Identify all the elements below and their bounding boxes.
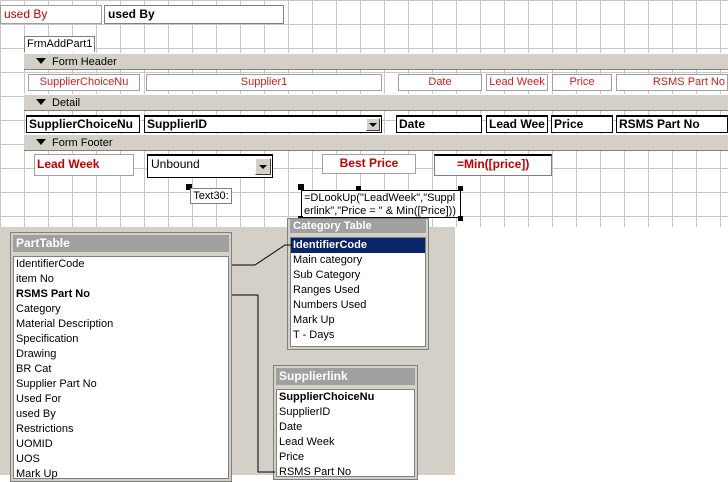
- join-line-category: [232, 245, 292, 265]
- used-by-label[interactable]: used By: [0, 5, 102, 24]
- list-item[interactable]: Category: [16, 303, 61, 315]
- list-item[interactable]: IdentifierCode: [16, 258, 85, 270]
- field-supplierchoicenu[interactable]: SupplierChoiceNu: [26, 115, 140, 133]
- list-item[interactable]: RSMS Part No: [279, 466, 352, 478]
- best-price-label[interactable]: Best Price: [322, 154, 416, 174]
- category-table-title[interactable]: Category Table: [290, 219, 426, 233]
- list-item[interactable]: used By: [16, 408, 56, 420]
- list-item[interactable]: Used For: [16, 393, 62, 405]
- detail-label: Detail: [52, 97, 81, 109]
- header-label-lead-week[interactable]: Lead Week: [486, 74, 548, 91]
- header-label-supplier1[interactable]: Supplier1: [146, 74, 382, 91]
- supplierlink-title[interactable]: Supplierlink: [276, 368, 415, 385]
- list-item[interactable]: Date: [279, 421, 303, 433]
- list-item[interactable]: Specification: [16, 333, 79, 345]
- list-item[interactable]: Price: [279, 451, 305, 463]
- list-item[interactable]: Material Description: [16, 318, 114, 330]
- list-item[interactable]: Sub Category: [293, 269, 361, 281]
- field-rsms-part-no[interactable]: RSMS Part No: [616, 115, 728, 133]
- list-item[interactable]: UOMID: [16, 438, 53, 450]
- form-header-label: Form Header: [52, 56, 117, 68]
- list-item[interactable]: Drawing: [16, 348, 57, 360]
- list-item[interactable]: Mark Up: [16, 468, 58, 480]
- min-price-field[interactable]: =Min([price]): [434, 154, 552, 176]
- unbound-combo-value: Unbound: [151, 157, 200, 171]
- header-label-price[interactable]: Price: [552, 74, 612, 91]
- list-item[interactable]: Lead Week: [279, 436, 335, 448]
- field-supplierid-value: SupplierID: [147, 117, 208, 131]
- field-lead-week[interactable]: Lead Wee: [486, 115, 548, 133]
- list-item[interactable]: SupplierID: [279, 406, 331, 418]
- form-tab[interactable]: FrmAddPart1: [24, 36, 95, 52]
- header-label-date[interactable]: Date: [398, 74, 482, 91]
- list-item[interactable]: Mark Up: [293, 314, 335, 326]
- text30-label[interactable]: Text30:: [190, 188, 232, 204]
- header-label-supplierchoicenu[interactable]: SupplierChoiceNu: [28, 74, 140, 91]
- lead-week-label[interactable]: Lead Week: [34, 154, 134, 176]
- dlookup-textbox[interactable]: =DLookUp("LeadWeek","Suppl erlink","Price = " & Min([Price])): [301, 190, 461, 218]
- join-line-supplierlink: [232, 295, 275, 472]
- list-item[interactable]: Numbers Used: [293, 299, 367, 311]
- list-item[interactable]: Ranges Used: [293, 284, 360, 296]
- list-item[interactable]: T - Days: [293, 329, 335, 341]
- header-label-rsms-part-no[interactable]: RSMS Part No: [616, 74, 728, 91]
- used-by-field[interactable]: used By: [104, 5, 284, 24]
- list-item[interactable]: UOS: [16, 453, 40, 465]
- list-item[interactable]: item No: [16, 273, 54, 285]
- list-item[interactable]: SupplierChoiceNu: [279, 391, 375, 403]
- list-item[interactable]: IdentifierCode: [291, 238, 425, 253]
- list-item[interactable]: BR Cat: [16, 363, 52, 375]
- list-item[interactable]: Supplier Part No: [16, 378, 97, 390]
- list-item[interactable]: RSMS Part No: [16, 288, 90, 300]
- parttable-title[interactable]: PartTable: [13, 235, 229, 252]
- list-item[interactable]: Restrictions: [16, 423, 74, 435]
- form-footer-label: Form Footer: [52, 137, 113, 149]
- field-date[interactable]: Date: [396, 115, 482, 133]
- field-price[interactable]: Price: [551, 115, 613, 133]
- list-item[interactable]: Main category: [293, 254, 363, 266]
